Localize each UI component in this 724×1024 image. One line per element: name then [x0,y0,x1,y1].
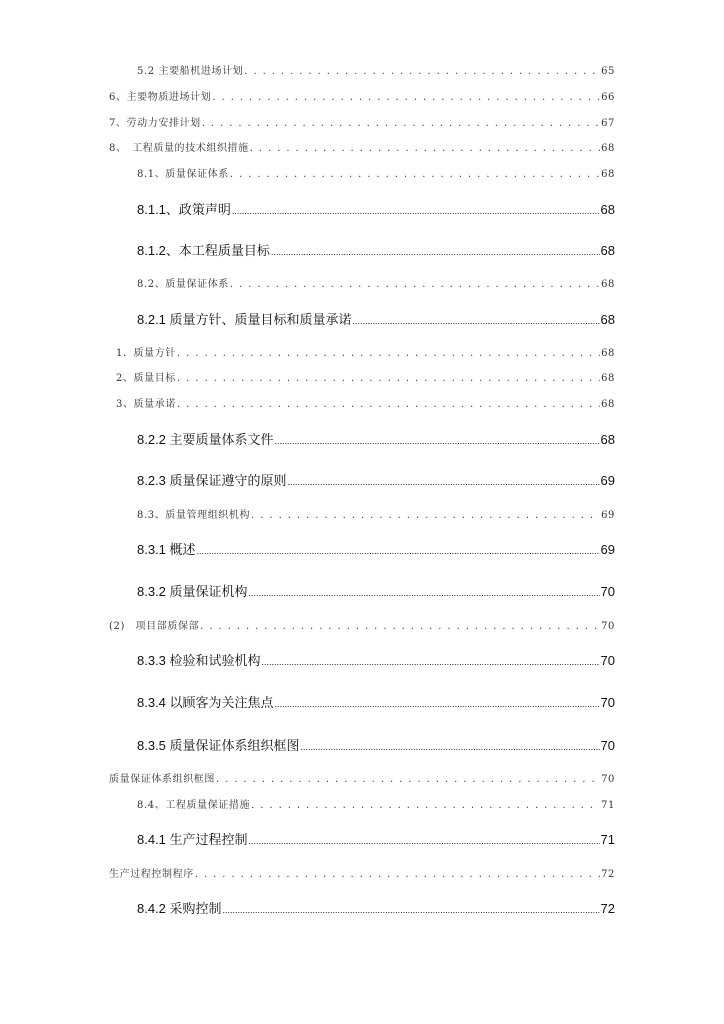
dot-leader [212,92,600,103]
toc-entry-page: 72 [601,869,615,880]
dot-leader [271,243,600,258]
toc-entry[interactable] [137,309,615,328]
toc-entry[interactable] [116,395,615,410]
toc-entry-page: 68 [601,169,615,180]
toc-entry-page: 68 [600,202,615,217]
dot-leader [244,66,600,77]
toc-entry-page: 69 [600,473,615,488]
toc-entry-label: 8.3、质量管理组织机构 [137,510,251,521]
toc-entry[interactable] [137,165,615,180]
toc-entry-label: 8.1.1、政策声明 [137,202,231,217]
toc-entry-page: 69 [600,542,615,557]
toc-entry[interactable] [137,539,615,558]
toc-entry-label: 8.2、质量保证体系 [137,279,229,290]
dot-leader [177,399,600,410]
toc-entry-label: 8.4.2 采购控制 [137,901,222,916]
toc-entry[interactable] [137,650,615,669]
toc-entry-page: 68 [600,432,615,447]
dot-leader [353,312,600,327]
toc-entry[interactable] [137,62,615,77]
toc-entry[interactable] [116,344,615,359]
toc-entry-label: 5.2 主要船机进场计划 [137,66,244,77]
toc-entry-label: 生产过程控制程序 [109,869,194,880]
toc-entry-label: 8.4、工程质量保证措施 [137,800,251,811]
toc-entry[interactable] [137,506,615,521]
toc-entry-page: 68 [600,312,615,327]
toc-entry-page: 68 [601,373,615,384]
toc-entry-page: 69 [601,510,615,521]
toc-entry-page: 71 [601,800,615,811]
dot-leader [177,373,600,384]
dot-leader [223,901,600,916]
toc-entry[interactable] [137,796,615,811]
toc-entry-page: 68 [601,348,615,359]
toc-entry-label: 8.3.3 检验和试验机构 [137,653,261,668]
toc-entry-label: 8.3.4 以顾客为关注焦点 [137,695,274,710]
toc-entry-label: 8.2.3 质量保证遵守的原则 [137,473,287,488]
dot-leader [249,584,600,599]
toc-entry-label: 2、质量目标 [116,373,176,384]
toc-entry[interactable] [116,369,615,384]
toc-entry-label: 8.1、质量保证体系 [137,169,229,180]
dot-leader [202,118,600,129]
toc-entry-label: 3、质量承诺 [116,399,176,410]
toc-entry-page: 71 [600,832,615,847]
dot-leader [275,695,600,710]
dot-leader [197,542,600,557]
toc-entry-page: 65 [601,66,615,77]
toc-entry[interactable] [137,429,615,448]
toc-entry[interactable] [137,470,615,489]
toc-entry-page: 70 [600,738,615,753]
toc-entry[interactable] [137,898,615,917]
toc-entry-label: 8.3.2 质量保证机构 [137,584,248,599]
toc-entry[interactable] [109,617,615,632]
toc-entry-page: 70 [601,774,615,785]
toc-entry[interactable] [137,240,615,259]
toc-entry[interactable] [137,199,615,218]
toc-entry-page: 70 [600,695,615,710]
toc-entry-page: 70 [601,621,615,632]
toc-entry-label: 8.3.1 概述 [137,542,196,557]
dot-leader [301,738,600,753]
dot-leader [275,432,600,447]
toc-entry[interactable] [109,139,615,154]
dot-leader [251,800,600,811]
dot-leader [230,169,600,180]
toc-entry[interactable] [137,275,615,290]
dot-leader [249,832,600,847]
toc-entry-page: 68 [601,279,615,290]
toc-entry[interactable] [137,581,615,600]
toc-entry-page: 68 [600,243,615,258]
toc-entry[interactable] [109,114,615,129]
toc-entry[interactable] [109,88,615,103]
toc-entry-page: 66 [601,92,615,103]
toc-entry-label: 8.2.1 质量方针、质量目标和质量承诺 [137,312,352,327]
toc-entry-label: 7、劳动力安排计划 [109,118,201,129]
toc-entry[interactable] [137,692,615,711]
toc-entry[interactable] [109,865,615,880]
dot-leader [216,774,600,785]
toc-entry-label: 1．质量方针 [116,348,176,359]
toc-entry-page: 68 [601,399,615,410]
toc-entry[interactable] [137,735,615,754]
dot-leader [288,473,600,488]
dot-leader [195,869,600,880]
toc-entry-page: 70 [600,584,615,599]
toc-entry-page: 68 [601,143,615,154]
toc-entry-label: 8、 工程质量的技术组织措施 [109,143,249,154]
toc-entry-label: 6、主要物质进场计划 [109,92,212,103]
toc-entry-label: 8.3.5 质量保证体系组织框图 [137,738,300,753]
dot-leader [230,279,600,290]
toc-entry-page: 72 [600,901,615,916]
dot-leader [251,510,600,521]
toc-entry-label: (2) 项目部质保部 [109,621,200,632]
toc-entry-page: 67 [601,118,615,129]
toc-entry-label: 8.2.2 主要质量体系文件 [137,432,274,447]
toc-entry-label: 质量保证体系组织框图 [109,774,215,785]
toc-entry[interactable] [137,829,615,848]
dot-leader [232,202,600,217]
dot-leader [262,653,600,668]
dot-leader [177,348,600,359]
toc-entry[interactable] [109,770,615,785]
toc-entry-page: 70 [600,653,615,668]
dot-leader [250,143,600,154]
toc-entry-label: 8.4.1 生产过程控制 [137,832,248,847]
dot-leader [200,621,600,632]
toc-entry-label: 8.1.2、本工程质量目标 [137,243,270,258]
